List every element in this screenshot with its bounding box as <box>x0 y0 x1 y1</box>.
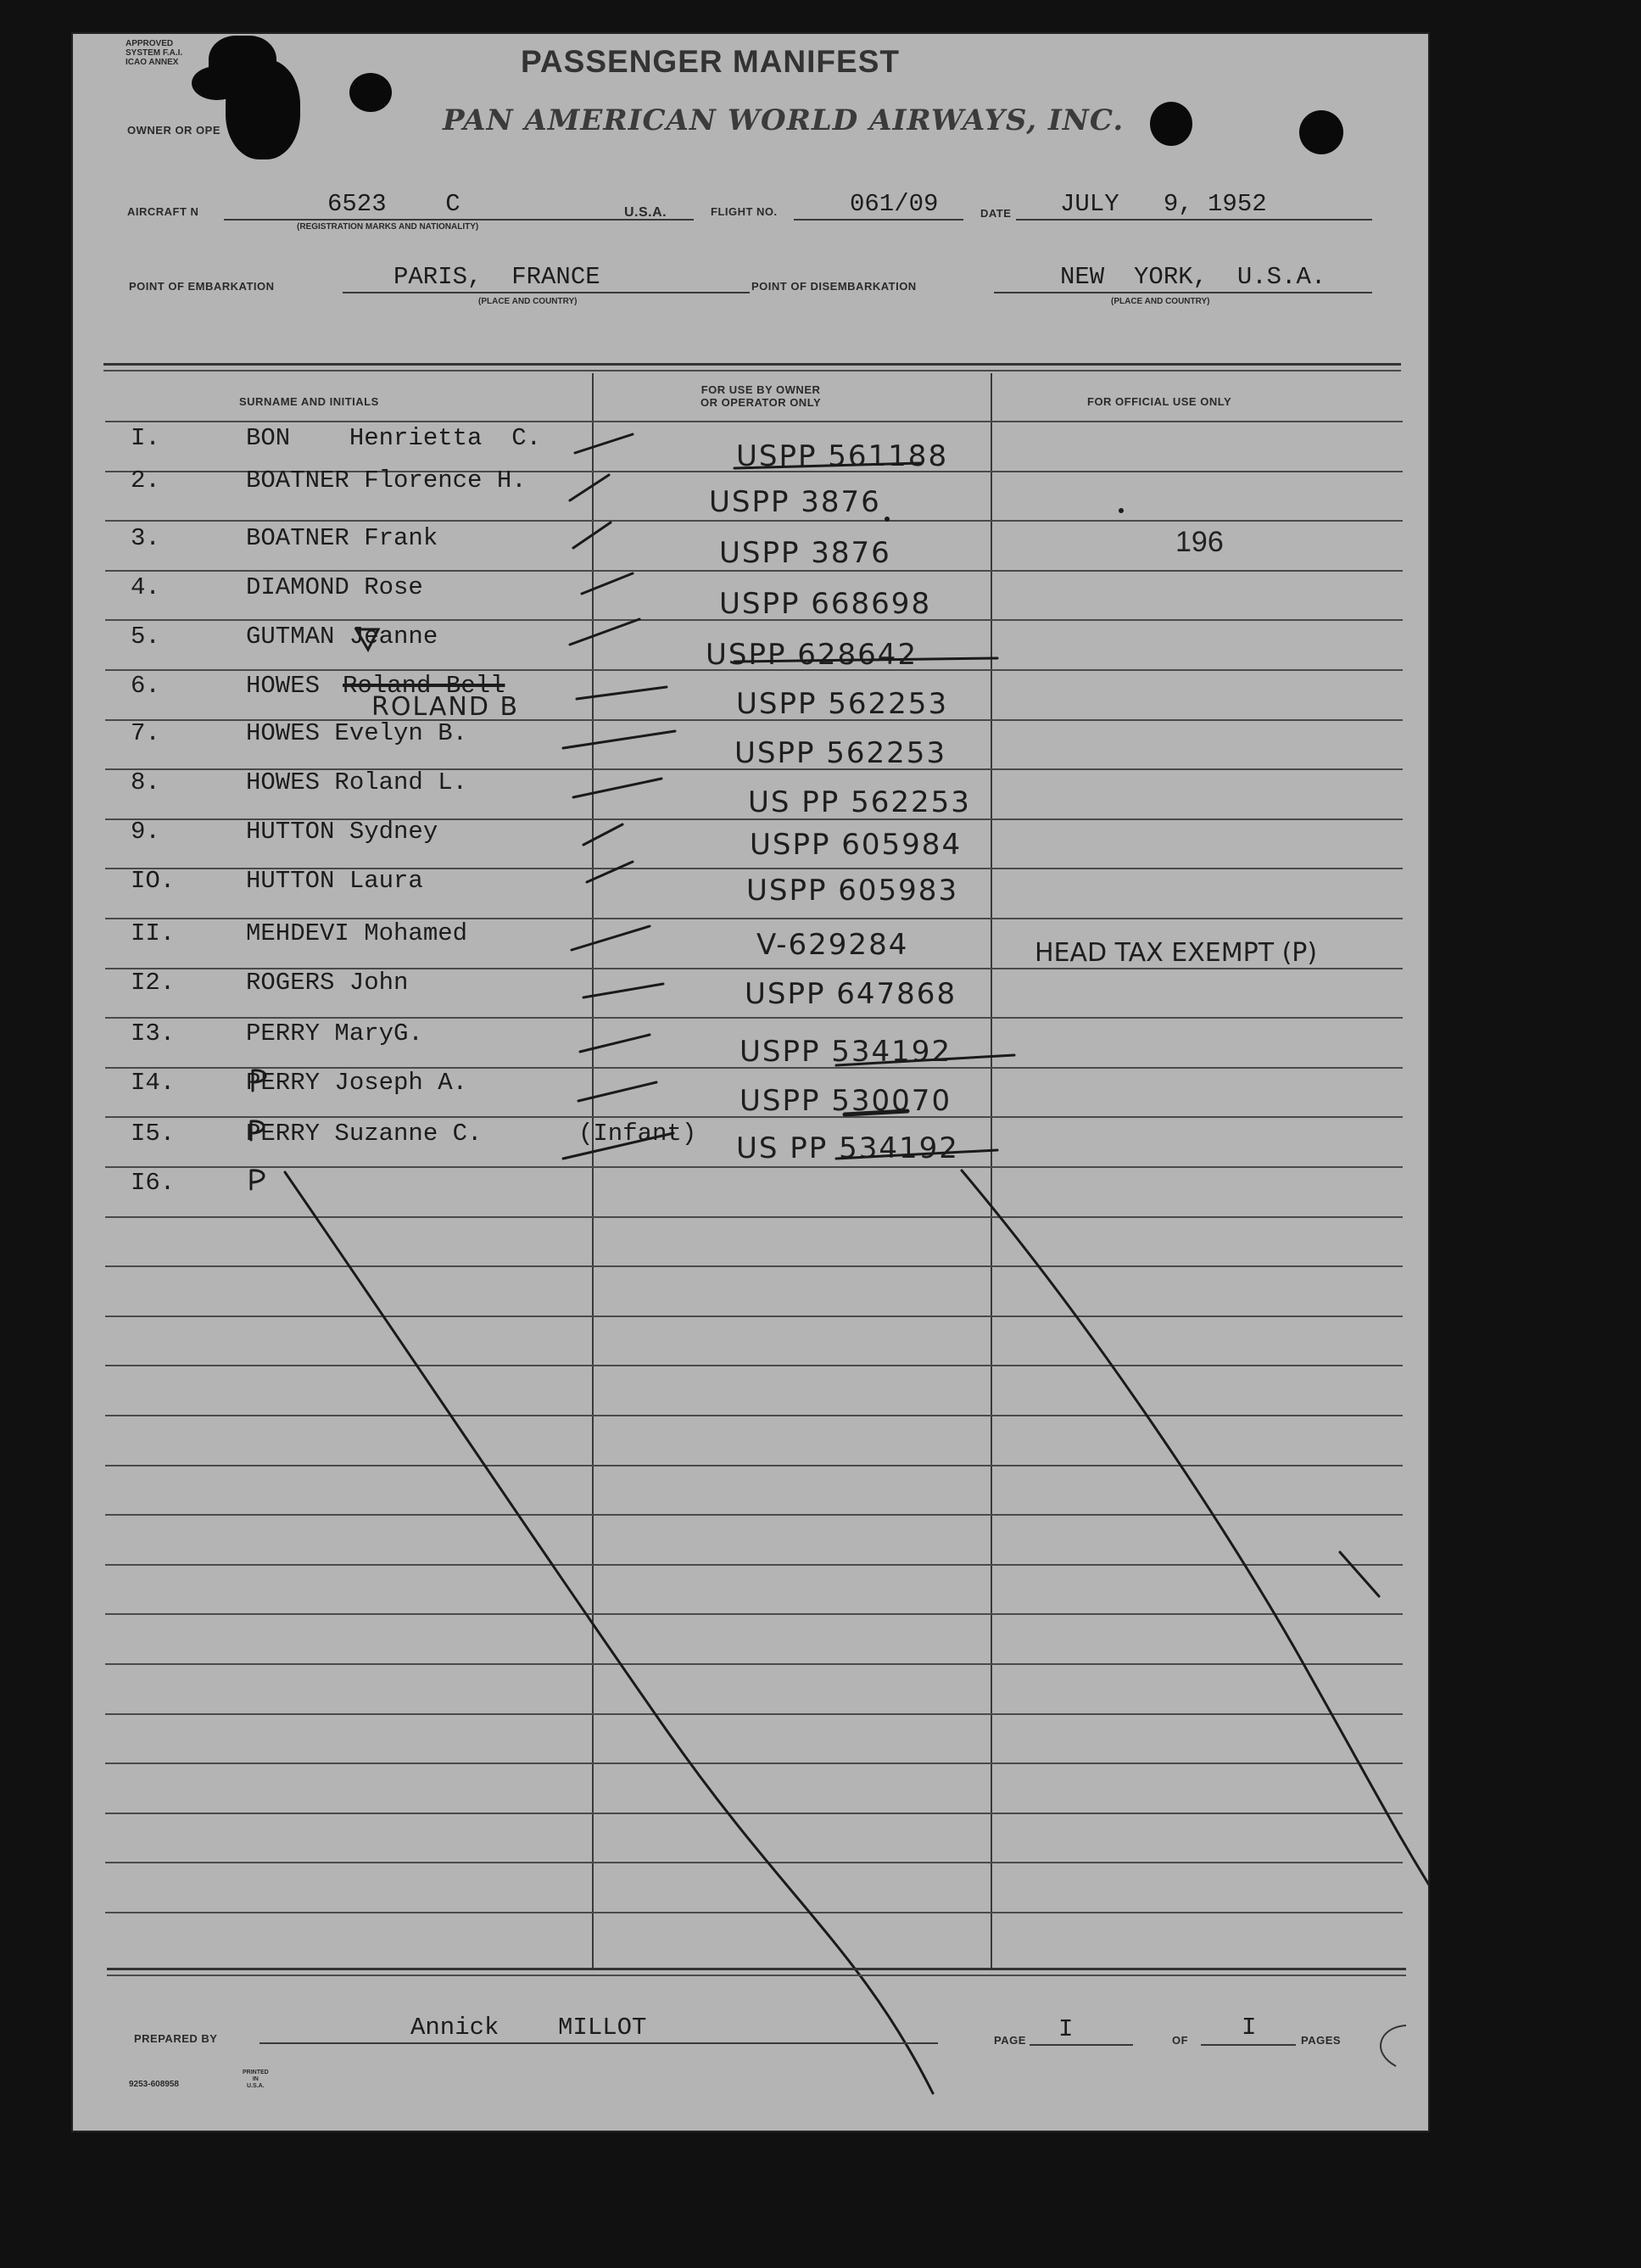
check-mark <box>577 687 667 699</box>
passenger-name: HOWES Roland L. <box>246 768 468 796</box>
row-number: 5. <box>131 623 160 651</box>
passport-number: USPP 561188 <box>736 439 949 473</box>
col-header-official-use: FOR OFFICIAL USE ONLY <box>1087 395 1232 408</box>
passenger-name: PERRY Suzanne C. <box>246 1120 483 1148</box>
passenger-name: PERRY Joseph A. <box>246 1069 468 1097</box>
registration-caption: (REGISTRATION MARKS AND NATIONALITY) <box>297 222 479 232</box>
passenger-name: HUTTON Laura <box>246 867 423 895</box>
check-mark <box>583 824 622 845</box>
ink-dot <box>1119 508 1124 513</box>
passport-number: USPP 562253 <box>736 687 949 721</box>
flight-value: 061/09 <box>850 190 939 218</box>
strike-stroke <box>845 1111 907 1114</box>
passenger-name: HOWES <box>246 672 321 700</box>
check-mark <box>573 522 611 548</box>
passenger-name: BON Henrietta C. <box>246 424 542 452</box>
table-bottom-rule <box>107 1968 1406 1970</box>
pages-label: PAGES <box>1301 2034 1342 2047</box>
passport-number: USPP 534192 <box>740 1035 952 1069</box>
passenger-name: DIAMOND Rose <box>246 573 423 601</box>
of-label: OF <box>1172 2034 1189 2047</box>
passport-number: USPP 605984 <box>750 828 963 862</box>
passenger-name: MEHDEVI Mohamed <box>246 919 468 947</box>
page-label: PAGE <box>994 2034 1026 2047</box>
row-number: 7. <box>131 719 160 747</box>
row-number: 4. <box>131 573 160 601</box>
passport-number: USPP 3876 <box>719 536 891 570</box>
check-mark <box>573 779 661 797</box>
passport-number: USPP 562253 <box>734 736 947 770</box>
page-title: PASSENGER MANIFEST <box>521 44 900 79</box>
check-mark <box>582 573 633 594</box>
official-note: HEAD TAX EXEMPT (P) <box>1035 938 1318 968</box>
form-number: 9253-608958 <box>129 2080 179 2089</box>
check-mark <box>587 862 633 882</box>
row-number: I5. <box>131 1120 176 1148</box>
handwritten-correction: ROLAND B <box>371 692 520 722</box>
row-number: I3. <box>131 1019 176 1047</box>
printed-in-usa: PRINTED IN U.S.A. <box>243 2070 269 2089</box>
col-header-surname: SURNAME AND INITIALS <box>239 395 379 408</box>
row-number: 8. <box>131 768 160 796</box>
approved-stamp: APPROVED SYSTEM F.A.I. ICAO ANNEX <box>126 39 183 67</box>
passport-number: USPP 668698 <box>719 587 932 621</box>
embark-value: PARIS, FRANCE <box>394 263 600 291</box>
cancel-diagonal <box>285 1172 933 2093</box>
passenger-name: BOATNER Frank <box>246 524 438 552</box>
check-mark <box>583 984 663 997</box>
row-number: 3. <box>131 524 160 552</box>
passenger-name: BOATNER Florence H. <box>246 466 527 494</box>
pages-underline <box>1201 2044 1296 2046</box>
col-header-owner-use: FOR USE BY OWNER OR OPERATOR ONLY <box>700 383 822 409</box>
cancel-diagonal <box>1340 1552 1379 1596</box>
passenger-name: ROGERS John <box>246 969 409 997</box>
check-mark <box>570 475 609 500</box>
passport-number: USPP 530070 <box>740 1084 952 1118</box>
prepared-underline <box>260 2042 938 2044</box>
disembark-label: POINT OF DISEMBARKATION <box>751 280 917 293</box>
passport-number: V-629284 <box>756 928 909 962</box>
check-mark <box>563 731 675 748</box>
passenger-name: HUTTON Sydney <box>246 818 438 846</box>
perry-p-mark <box>251 1170 264 1189</box>
passport-number: US PP 562253 <box>748 785 971 819</box>
passenger-name: PERRY MaryG. <box>246 1019 423 1047</box>
row-number: II. <box>131 919 176 947</box>
prepared-by-label: PREPARED BY <box>134 2032 218 2045</box>
check-mark <box>580 1035 650 1052</box>
owner-label: OWNER OR OPE <box>127 124 221 137</box>
disembark-value: NEW YORK, U.S.A. <box>1060 263 1326 291</box>
perry-p-mark <box>253 1070 265 1091</box>
check-mark <box>575 434 633 453</box>
table-bottom-rule <box>107 1975 1406 1976</box>
underline-stroke <box>734 463 921 468</box>
check-mark <box>572 926 650 950</box>
ink-dot <box>885 517 890 522</box>
stamp-fragment <box>1381 2025 1406 2066</box>
aircraft-label: AIRCRAFT N <box>127 205 199 218</box>
disembark-caption: (PLACE AND COUNTRY) <box>1111 297 1210 306</box>
aircraft-value: 6523 C <box>327 190 460 218</box>
perry-p-mark <box>251 1121 264 1140</box>
underline-stroke <box>836 1150 997 1159</box>
usa-label: U.S.A. <box>624 205 667 220</box>
airline-name: PAN AMERICAN WORLD AIRWAYS, INC. <box>443 103 1125 137</box>
row-number: I. <box>131 424 160 452</box>
row-number: I6. <box>131 1169 176 1197</box>
row-number: I2. <box>131 969 176 997</box>
infant-note: (Infant) <box>578 1120 697 1148</box>
diamond-a-mark <box>356 629 378 650</box>
date-label: DATE <box>980 207 1012 220</box>
passport-number: USPP 3876 <box>709 485 881 519</box>
row-number: 6. <box>131 672 160 700</box>
underline-stroke <box>734 658 997 662</box>
prepared-by-value: Annick MILLOT <box>410 2014 647 2042</box>
passport-number: USPP 605983 <box>746 874 959 908</box>
row-number: I4. <box>131 1069 176 1097</box>
passport-number: USPP 628642 <box>706 638 918 672</box>
row-number: 2. <box>131 466 160 494</box>
date-value: JULY 9, 1952 <box>1060 190 1267 218</box>
check-mark <box>570 619 639 645</box>
embark-caption: (PLACE AND COUNTRY) <box>478 297 578 306</box>
embark-label: POINT OF EMBARKATION <box>129 280 275 293</box>
passenger-name: GUTMAN Jeanne <box>246 623 438 651</box>
underline-stroke <box>836 1055 1014 1065</box>
page-value: I <box>1058 2015 1074 2043</box>
official-note: 196 <box>1175 526 1224 558</box>
passenger-name: HOWES Evelyn B. <box>246 719 468 747</box>
check-mark <box>563 1133 673 1159</box>
flight-label: FLIGHT NO. <box>711 205 778 218</box>
row-number: IO. <box>131 867 176 895</box>
pen-marks <box>73 34 1428 2131</box>
passport-number: US PP 534192 <box>736 1131 959 1165</box>
check-mark <box>578 1082 656 1101</box>
page-underline <box>1030 2044 1133 2046</box>
passport-number: USPP 647868 <box>745 977 957 1011</box>
cancel-diagonal <box>962 1170 1428 1900</box>
row-number: 9. <box>131 818 160 846</box>
manifest-sheet <box>73 34 1428 2131</box>
struck-name: Roland Bell <box>343 672 505 700</box>
pages-value: I <box>1242 2014 1257 2042</box>
